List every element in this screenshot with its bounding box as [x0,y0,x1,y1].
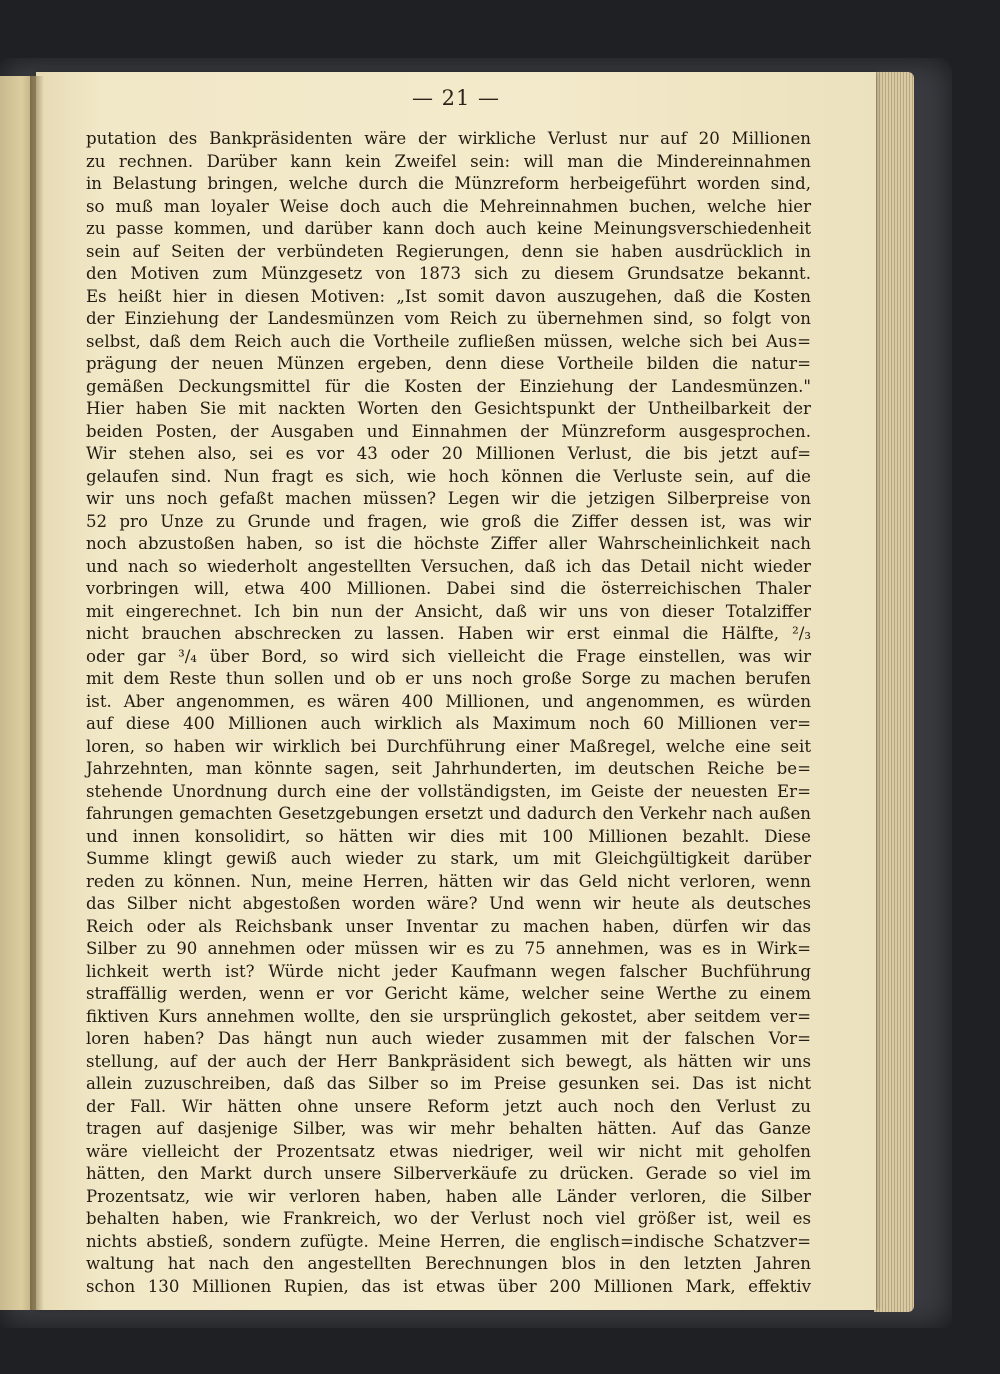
page-number: — 21 — [411,86,501,110]
text-line: zu rechnen. Darüber kann kein Zweifel sein: will man die Mindereinnahmen [86,151,811,171]
page-text [86,128,811,1298]
text-line: behalten haben, wie Frankreich, wo der Verlust noch viel größer ist, weil es [86,1209,811,1228]
text-line: loren haben? Das hängt nun auch wieder zusammen mit der falschen Vor= [86,1029,811,1048]
text-line: prägung der neuen Münzen ergeben, denn diese Vortheile bilden die natur= [86,354,811,373]
text-line: stellung, auf der auch der Herr Bankpräsident sich bewegt, als hätten wir uns [86,1051,811,1071]
text-line: Summe klingt gewiß auch wieder zu stark, um mit Gleichgültigkeit darüber [86,849,811,868]
text-line: oder gar ³/₄ über Bord, so wird sich vielleicht die Frage einstellen, was wir [86,646,811,666]
text-line: selbst, daß dem Reich auch die Vortheile zufließen müssen, welche sich bei Aus= [86,331,811,351]
text-line: wäre vielleicht der Prozentsatz etwas niedriger, weil wir nicht mit geholfen [86,1141,811,1161]
text-line: der Fall. Wir hätten ohne unsere Reform jetzt auch noch den Verlust zu [86,1096,811,1116]
text-line: so muß man loyaler Weise doch auch die Mehreinnahmen buchen, welche hier [86,196,811,216]
text-line: putation des Bankpräsidenten wäre der wirkliche Verlust nur auf 20 Millionen [86,129,811,148]
page-stack-edges [874,72,914,1312]
text-line: gemäßen Deckungsmittel für die Kosten der Einziehung der Landesmünzen." [86,376,811,396]
text-line: reden zu können. Nun, meine Herren, hätten wir das Geld nicht verloren, wenn [86,871,811,891]
text-line: gelaufen sind. Nun fragt es sich, wie hoch können die Verluste sein, auf die [86,466,811,486]
text-line: fahrungen gemachten Gesetzgebungen ersetzt und dadurch den Verkehr nach außen [86,804,811,823]
text-line: straffällig werden, wenn er vor Gericht käme, welcher seine Werthe zu einem [86,984,811,1003]
text-line: und innen konsolidirt, so hätten wir dies mit 100 Millionen bezahlt. Diese [86,826,811,846]
text-line: schon 130 Millionen Rupien, das ist etwas über 200 Millionen Mark, effektiv [86,1276,811,1296]
text-line: beiden Posten, der Ausgaben und Einnahmen der Münzreform ausgesprochen. [86,421,811,441]
text-line: Wir stehen also, sei es vor 43 oder 20 Millionen Verlust, die bis jetzt auf= [86,444,811,463]
text-line: waltung hat nach den angestellten Berechnungen blos in den letzten Jahren [86,1254,811,1273]
text-line: ist. Aber angenommen, es wären 400 Millionen, und angenommen, es würden [86,691,811,711]
text-line: 52 pro Unze zu Grunde und fragen, wie groß die Ziffer dessen ist, was wir [86,511,811,531]
text-line: Jahrzehnten, man könnte sagen, seit Jahrhunderten, im deutschen Reiche be= [86,759,811,778]
text-line: der Einziehung der Landesmünzen vom Reich zu übernehmen sind, so folgt von [86,309,811,328]
text-line: Hier haben Sie mit nackten Worten den Gesichtspunkt der Untheilbarkeit der [86,399,811,418]
text-line: und nach so wiederholt angestellten Versuchen, daß ich das Detail nicht wieder [86,556,811,576]
text-line: in Belastung bringen, welche durch die Münzreform herbeigeführt worden sind, [86,174,811,193]
text-line: Reich oder als Reichsbank unser Inventar zu machen haben, dürfen wir das [86,916,811,936]
text-line: Prozentsatz, wie wir verloren haben, haben alle Länder verloren, die Silber [86,1186,811,1206]
text-line: den Motiven zum Münzgesetz von 1873 sich zu diesem Grundsatze bekannt. [86,264,811,283]
text-line: stehende Unordnung durch eine der vollständigsten, im Geiste der neuesten Er= [86,781,811,801]
text-line: zu passe kommen, und darüber kann doch auch keine Meinungsverschiedenheit [86,219,811,238]
text-line: auf diese 400 Millionen auch wirklich als Maximum noch 60 Millionen ver= [86,714,811,733]
text-line: noch abzustoßen haben, so ist die höchste Ziffer aller Wahrscheinlichkeit nach [86,534,811,553]
text-line: tragen auf dasjenige Silber, was wir mehr behalten hätten. Auf das Ganze [86,1119,811,1138]
text-line: mit dem Reste thun sollen und ob er uns noch große Sorge zu machen berufen [86,669,811,688]
text-line: nichts abstieß, sondern zufügte. Meine Herren, die englisch=indische Schatzver= [86,1231,811,1251]
text-line: wir uns noch gefaßt machen müssen? Legen wir die jetzigen Silberpreise von [86,489,811,508]
text-line: allein zuzuschreiben, daß das Silber so im Preise gesunken sei. Das ist nicht [86,1074,811,1093]
text-line: sein auf Seiten der verbündeten Regierungen, denn sie haben ausdrücklich in [86,241,811,261]
text-line: hätten, den Markt durch unsere Silberverkäufe zu drücken. Gerade so viel im [86,1164,811,1183]
text-line: mit eingerechnet. Ich bin nun der Ansicht, daß wir uns von dieser Totalziffer [86,601,811,621]
text-line: fiktiven Kurs annehmen wollte, den sie ursprünglich gekostet, aber seitdem ver= [86,1006,811,1026]
text-line: loren, so haben wir wirklich bei Durchführung einer Maßregel, welche eine seit [86,736,811,756]
text-line: Silber zu 90 annehmen oder müssen wir es zu 75 annehmen, was es in Wirk= [86,939,811,958]
book-page [36,72,876,1310]
text-line: das Silber nicht abgestoßen worden wäre? Und wenn wir heute als deutsches [86,894,811,913]
text-line: Es heißt hier in diesen Motiven: „Ist somit davon auszugehen, daß die Kosten [86,286,811,306]
text-line: lichkeit werth ist? Würde nicht jeder Kaufmann wegen falscher Buchführung [86,961,811,981]
book-gutter [30,76,44,1310]
text-line: nicht brauchen abschrecken zu lassen. Haben wir erst einmal die Hälfte, ²/₃ [86,624,811,643]
text-line: vorbringen will, etwa 400 Millionen. Dabei sind die österreichischen Thaler [86,579,811,598]
